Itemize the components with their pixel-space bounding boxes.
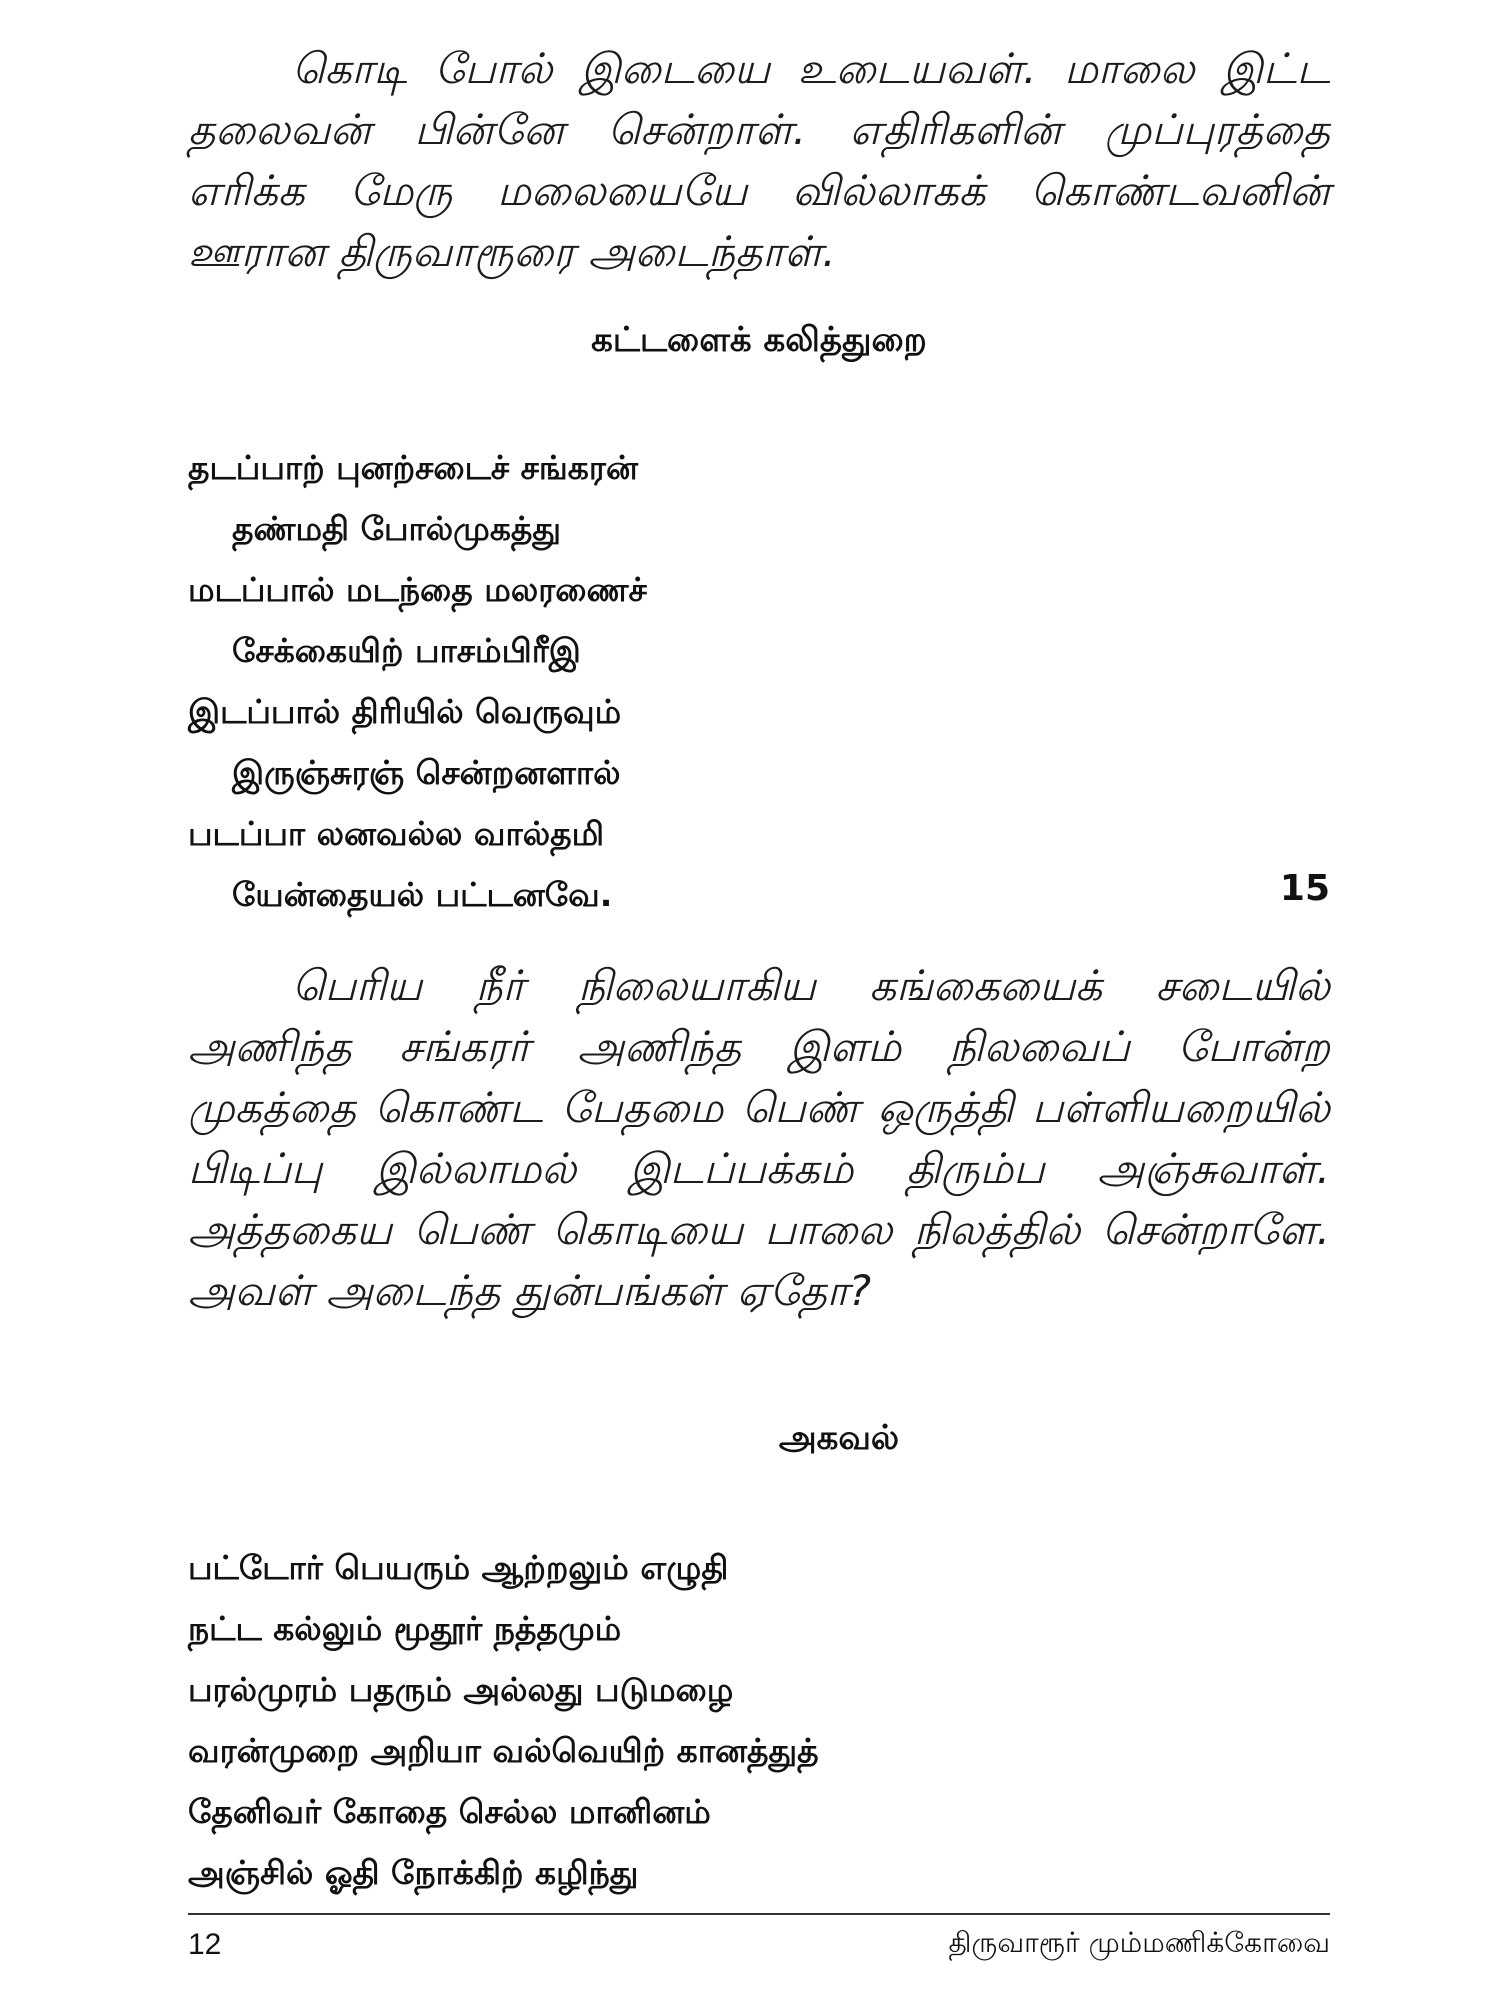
verse-line: நட்ட கல்லும் மூதூர் நத்தமும் (188, 1609, 622, 1648)
prose-paragraph-2: பெரிய நீர் நிலையாகிய கங்கையைக் சடையில் அணிந்த சங்கரர் அணிந்த இளம் நிலவைப் போன்ற முகத்தை கொண்ட பேதமை பெண் ஒருத்தி பள்ளியறையில் பிடிப்பு இல்லாமல் இடப்பக்கம் திரும்ப அஞ்சுவாள். அத்தகைய பெண் கொடியை பாலை நிலத்தில் சென்றாளே. அவள் அடைந்த துன்பங்கள் ஏதோ? (188, 961, 1330, 1315)
verse-line: அஞ்சில் ஓதி நோக்கிற் கழிந்து (188, 1853, 639, 1892)
verse-line: தண்மதி போல்முகத்து (232, 509, 562, 548)
verse-line: மடப்பால் மடந்தை மலரணைச் (188, 570, 647, 609)
verse-block-1 (188, 437, 647, 925)
book-page (188, 0, 1330, 2000)
verse-line: இடப்பால் திரியில் வெருவும் (188, 692, 622, 731)
verse-line: இருஞ்சுரஞ் சென்றனளால் (232, 753, 621, 792)
verse-line: யேன்தையல் பட்டனவே. (232, 875, 613, 914)
section-heading-agaval: அகவல் (778, 1418, 900, 1458)
verse-line: வரன்முறை அறியா வல்வெயிற் கானத்துத் (188, 1731, 819, 1770)
page-number: 12 (188, 1928, 222, 1961)
verse-line: சேக்கையிற் பாசம்பிரீஇ (232, 631, 581, 670)
verse-line: தடப்பாற் புனற்சடைச் சங்கரன் (188, 448, 638, 487)
verse-line: படப்பா லனவல்ல வால்தமி (188, 814, 605, 853)
running-title: திருவாரூர் மும்மணிக்கோவை (948, 1926, 1330, 1959)
verse-number: 15 (1279, 868, 1330, 909)
verse-line: பரல்முரம் பதரும் அல்லது படுமழை (188, 1670, 734, 1709)
verse-line: தேனிவர் கோதை செல்ல மானினம் (188, 1792, 711, 1831)
section-heading-kattalai-kalithurai: கட்டளைக் கலித்துறை (591, 320, 927, 360)
verse-line: பட்டோர் பெயரும் ஆற்றலும் எழுதி (188, 1548, 729, 1587)
footer-divider (188, 1913, 1330, 1915)
verse-block-2 (188, 1537, 819, 1903)
prose-paragraph-1: கொடி போல் இடையை உடையவள். மாலை இட்ட தலைவன் பின்னே சென்றாள். எதிரிகளின் முப்புரத்தை எரிக்க மேரு மலையையே வில்லாகக் கொண்டவனின் ஊரான திருவாரூரை அடைந்தாள். (188, 44, 1330, 276)
